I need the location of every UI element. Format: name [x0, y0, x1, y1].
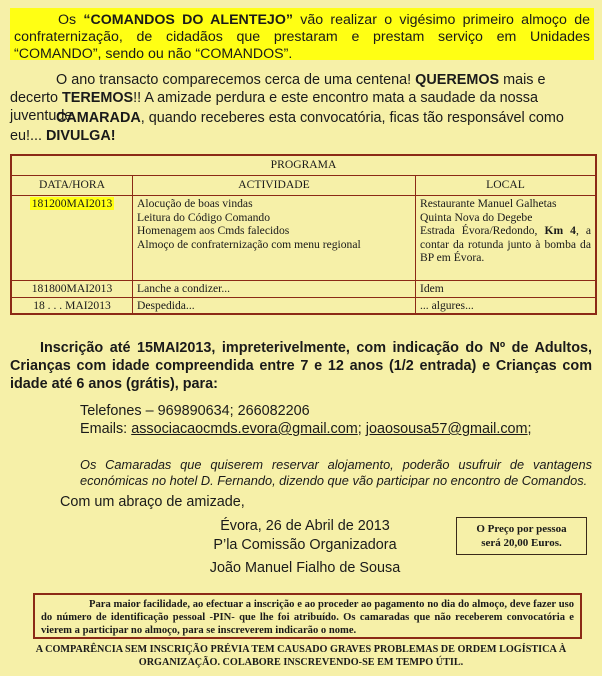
signature-name: João Manuel Fialho de Sousa	[209, 560, 401, 576]
signature-place-date: Évora, 26 de Abril de 2013	[220, 518, 390, 534]
inscricao-paragraph: Inscrição até 15MAI2013, impreterivelmente, com indicação do Nº de Adultos, Crianças com idade compreendida entre 7 e 12 anos (1/2 entrada) e Crianças com idade até 6 anos (grátis), para:	[10, 340, 592, 392]
p2-bold-1: QUEREMOS	[415, 72, 500, 88]
activity-line: Alocução de boas vindas	[137, 197, 253, 210]
intro-org-name: “COMANDOS DO ALENTEJO”	[83, 12, 293, 28]
p2-text-3: !! A amizade perdura e este encontro mata a saudade da nossa juventude.	[10, 90, 538, 124]
p2-text-2: mais e decerto	[10, 72, 546, 106]
table-row	[11, 196, 596, 281]
local-km: Km 4	[544, 224, 576, 237]
email-link-associacao[interactable]: associacaocmds.evora@gmail.com	[131, 421, 358, 437]
signature-block	[190, 517, 420, 578]
divulga-paragraph	[10, 109, 590, 145]
phones-line	[80, 402, 532, 420]
row-activity: Despedida...	[133, 297, 416, 314]
header-activity: ACTIVIDADE	[133, 176, 416, 196]
p3-text-1: , quando receberes esta convocatória, ficas tão responsável como eu!...	[10, 110, 564, 144]
row-local: ... algures...	[416, 297, 597, 314]
intro-lead: Os	[58, 12, 84, 28]
activity-line: Homenagem aos Cmds falecidos	[137, 224, 290, 237]
emails-label: Emails:	[80, 421, 132, 437]
closing-greeting: Com um abraço de amizade,	[60, 494, 245, 510]
programa-title: PROGRAMA	[11, 155, 596, 176]
row-date: 181800MAI2013	[11, 281, 133, 298]
email-separator: ;	[357, 421, 366, 437]
price-box	[456, 517, 587, 555]
row-local: Idem	[416, 281, 597, 298]
activity-line: Leitura do Código Comando	[137, 210, 270, 224]
price-line-2: será 20,00 Euros.	[481, 537, 562, 549]
row-activities	[133, 196, 416, 281]
table-row	[11, 297, 596, 314]
row-date	[11, 196, 133, 281]
local-line: Restaurante Manuel Galhetas	[420, 197, 557, 210]
email-link-joaosousa[interactable]: joaosousa57@gmail.com	[365, 421, 528, 437]
p2-bold-2: TEREMOS	[62, 90, 134, 106]
intro-rest: vão realizar o vigésimo primeiro almoço de confraternização, de cidadãos que prestaram e prestam serviço em Unidades “COMANDO”, sendo ou não “COMANDOS”.	[14, 12, 590, 62]
phones-label: Telefones –	[80, 403, 158, 419]
local-line: Quinta Nova do Degebe	[420, 210, 533, 224]
p2-text-1: O ano transacto comparecemos cerca de uma centena!	[56, 72, 416, 88]
p3-bold-1: CAMARADA	[56, 110, 141, 126]
contacts-block	[80, 402, 532, 438]
alojamento-paragraph: Os Camaradas que quiserem reservar alojamento, poderão usufruir de vantagens económicas no hotel D. Fernando, dizendo que vão participar no encontro de Comandos.	[80, 457, 592, 488]
local-road: Estrada Évora/Redondo,	[420, 224, 545, 237]
activity-line: Almoço de confraternização com menu regional	[137, 237, 361, 251]
row-date-text: 181200MAI2013	[31, 197, 113, 210]
table-row	[11, 281, 596, 298]
intro-paragraph	[10, 8, 594, 60]
signature-committee: P’la Comissão Organizadora	[213, 536, 397, 553]
programa-table	[10, 154, 597, 315]
row-activity: Lanche a condizer...	[133, 281, 416, 298]
p3-bold-2: DIVULGA!	[46, 128, 116, 144]
row-local	[416, 196, 597, 281]
row-date: 18 . . . MAI2013	[11, 297, 133, 314]
header-date: DATA/HORA	[11, 176, 133, 196]
email-end: ;	[527, 421, 532, 437]
emails-line	[80, 420, 532, 438]
pin-note-box: Para maior facilidade, ao efectuar a inscrição e ao proceder ao pagamento no dia do almoço, deve fazer uso do número de identificação pessoal -PIN- que lhe foi atribuído. Os camaradas que não receberem convocatória e vierem a participar no almoço, para se inscreverem indicarão o nome.	[33, 593, 582, 639]
warning-text: A COMPARÊNCIA SEM INSCRIÇÃO PRÉVIA TEM CAUSADO GRAVES PROBLEMAS DE ORDEM LOGÍSTICA À ORGANIZAÇÃO. COLABORE INSCREVENDO-SE EM TEMPO ÚTIL.	[35, 644, 567, 668]
price-line-1: O Preço por pessoa	[476, 523, 567, 535]
local-address	[420, 224, 591, 265]
phones-value: 969890634; 266082206	[157, 403, 310, 419]
local-rest: , a contar da rotunda junto à bomba da BP em Évora.	[420, 224, 591, 264]
header-local: LOCAL	[416, 176, 597, 196]
